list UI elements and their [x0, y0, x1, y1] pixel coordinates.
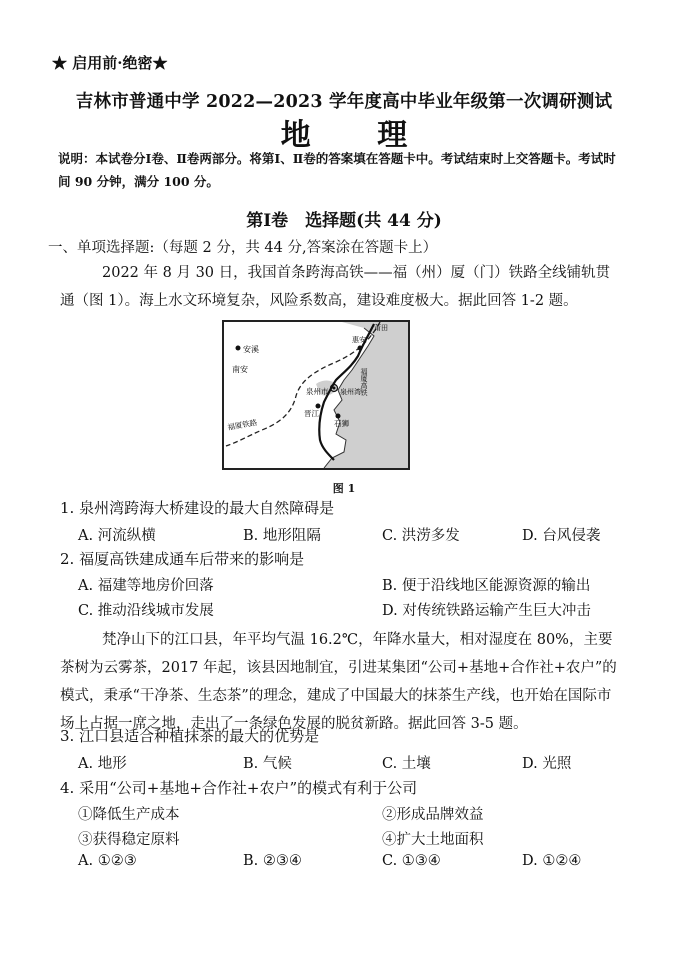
- city-dot-anxi: [236, 346, 241, 351]
- figure-caption: 图 1: [332, 482, 356, 495]
- q4-option-c[interactable]: C. ①③④: [382, 853, 441, 869]
- q3-option-b[interactable]: B. 气候: [243, 756, 292, 772]
- q3-option-a[interactable]: A. 地形: [78, 756, 127, 772]
- q3-option-d[interactable]: D. 光照: [522, 756, 572, 772]
- q2-option-a[interactable]: A. 福建等地房价回落: [78, 578, 214, 594]
- q4-option-d[interactable]: D. ①②④: [522, 853, 582, 869]
- part-one-title: 第Ⅰ卷 选择题(共 44 分): [246, 211, 442, 231]
- question-3-stem: 3. 江口县适合种植抹茶的最大的优势是: [60, 727, 320, 745]
- q2-option-b[interactable]: B. 便于沿线地区能源资源的输出: [382, 578, 591, 594]
- q1-option-d[interactable]: D. 台风侵袭: [522, 528, 601, 544]
- city-dot-huian: [358, 346, 363, 351]
- q1-option-b[interactable]: B. 地形阻隔: [243, 528, 321, 544]
- figure-1-map: [222, 320, 410, 470]
- label-huian: 惠安: [352, 336, 366, 344]
- passage-matcha: 梵净山下的江口县，年平均气温 16.2℃，年降水量大，相对湿度在 80%，主要茶树为云雾茶，2017 年起，该县因地制宜，引进某集团“公司+基地+合作社+农户”的模式，秉承“干净茶、生态茶”的理念，建成了中国最大的抹茶生产线，也开始在国际市场上占据一席之地，走出了一条绿色发展的脱贫新路。据此回答 3-5 题。: [60, 632, 617, 732]
- q4-option-b[interactable]: B. ②③④: [243, 853, 302, 869]
- exam-title: 吉林市普通中学 2022—2023 学年度高中毕业年级第一次调研测试: [75, 92, 613, 112]
- label-jinjiang: 晋江: [304, 409, 319, 418]
- q3-option-c[interactable]: C. 土壤: [382, 756, 431, 772]
- passage-railway: 2022 年 8 月 30 日，我国首条跨海高铁——福（州）厦（门）铁路全线铺轨贯通（图 1）。海上水文环境复杂，风险系数高，建设难度极大。据此回答 1-2 题。: [60, 265, 611, 309]
- q4-option-a[interactable]: A. ①②③: [78, 853, 137, 869]
- city-dot-quanzhou-inner: [333, 387, 336, 390]
- q4-item-4: ④扩大土地面积: [382, 832, 484, 848]
- city-dot-jinjiang: [316, 404, 321, 409]
- label-putian: 莆田: [374, 324, 388, 332]
- city-dot-shishi: [336, 414, 341, 419]
- question-1-stem: 1. 泉州湾跨海大桥建设的最大自然障碍是: [60, 499, 335, 517]
- q2-option-c[interactable]: C. 推动沿线城市发展: [78, 603, 214, 619]
- label-fuxia-hsr: 福厦高铁: [360, 368, 368, 396]
- map-drawing: [224, 322, 408, 468]
- exam-instructions: 说明：本试卷分Ⅰ卷、Ⅱ卷两部分。将第Ⅰ、Ⅱ卷的答案填在答题卡中。考试结束时上交答题卡。考试时间 90 分钟，满分 100 分。: [58, 151, 616, 189]
- confidential-label: ★ 启用前·绝密★: [52, 54, 168, 72]
- label-nanan: 南安: [232, 365, 248, 374]
- q1-option-a[interactable]: A. 河流纵横: [78, 528, 156, 544]
- section-heading: 一、单项选择题:（每题 2 分，共 44 分,答案涂在答题卡上）: [48, 240, 438, 256]
- q4-item-1: ①降低生产成本: [78, 807, 180, 823]
- q4-item-3: ③获得稳定原料: [78, 832, 180, 848]
- label-fuxia-railway: 福厦铁路: [226, 417, 258, 432]
- q1-option-c[interactable]: C. 洪涝多发: [382, 528, 460, 544]
- label-quanzhou-bay: 泉州湾: [340, 388, 361, 396]
- label-quanzhou: 泉州市: [306, 387, 329, 396]
- label-anxi: 安溪: [243, 345, 259, 354]
- question-2-stem: 2. 福厦高铁建成通车后带来的影响是: [60, 550, 305, 568]
- q4-item-2: ②形成品牌效益: [382, 807, 484, 823]
- subject-title: 地 理: [280, 118, 436, 153]
- q2-option-d[interactable]: D. 对传统铁路运输产生巨大冲击: [382, 603, 591, 619]
- label-shishi: 石狮: [334, 419, 349, 428]
- question-4-stem: 4. 采用“公司+基地+合作社+农户”的模式有利于公司: [60, 779, 418, 797]
